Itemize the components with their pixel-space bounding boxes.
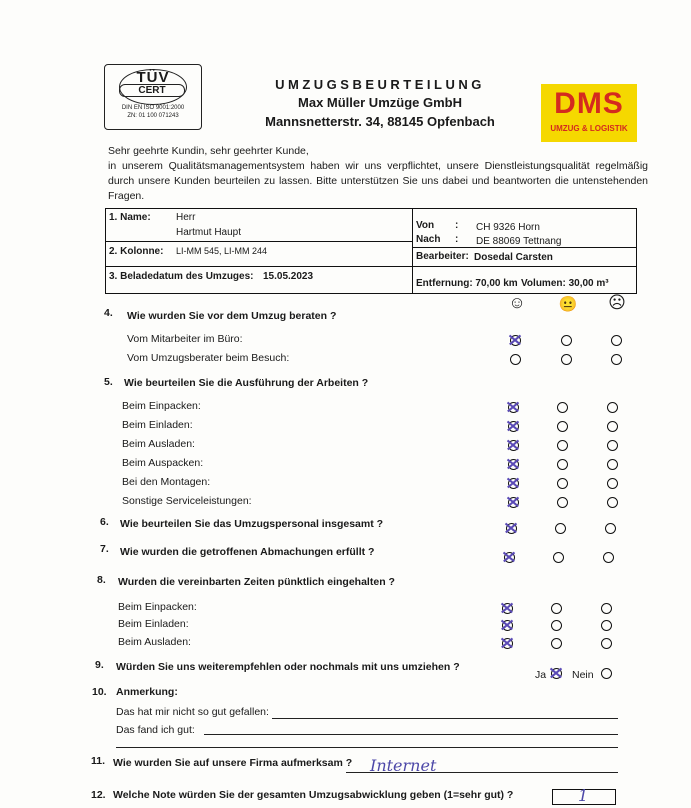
divider xyxy=(105,241,413,242)
rating-radio-neutral[interactable] xyxy=(561,354,572,365)
cert-line2: ZN: 01 100 071243 xyxy=(127,113,179,119)
from-value: CH 9326 Horn xyxy=(476,222,540,233)
rating-row-label: Beim Ausladen: xyxy=(122,438,195,450)
q4-number: 4. xyxy=(104,307,113,319)
rating-radio-bad[interactable] xyxy=(607,421,618,432)
rating-row-label: Vom Umzugsberater beim Besuch: xyxy=(127,352,290,364)
rating-radio-good[interactable] xyxy=(502,603,513,614)
q11-text: Wie wurden Sie auf unsere Firma aufmerksam ? xyxy=(113,757,353,769)
smiley-bad-icon: ☹ xyxy=(608,293,626,312)
q9-no-label: Nein xyxy=(572,669,594,681)
rating-radio-good[interactable] xyxy=(504,552,515,563)
form-title: UMZUGSBEURTEILUNG xyxy=(275,77,485,92)
rating-radio-bad[interactable] xyxy=(611,335,622,346)
editor-label: Bearbeiter: xyxy=(416,251,469,262)
q4-text: Wie wurden Sie vor dem Umzug beraten ? xyxy=(127,310,337,322)
rating-radio-good[interactable] xyxy=(506,523,517,534)
rating-radio-neutral[interactable] xyxy=(557,497,568,508)
q12-text: Welche Note würden Sie der gesamten Umzugsabwicklung geben (1=sehr gut) ? xyxy=(113,789,514,801)
rating-radio-bad[interactable] xyxy=(601,603,612,614)
rating-radio-neutral[interactable] xyxy=(557,440,568,451)
rating-radio-good[interactable] xyxy=(502,638,513,649)
rating-radio-bad[interactable] xyxy=(611,354,622,365)
rating-row-label: Beim Einpacken: xyxy=(122,400,201,412)
rating-radio-good[interactable] xyxy=(508,421,519,432)
q8-text: Wurden die vereinbarten Zeiten pünktlich eingehalten ? xyxy=(118,576,395,588)
rating-radio-bad[interactable] xyxy=(603,552,614,563)
rating-radio-good[interactable] xyxy=(508,402,519,413)
rating-radio-bad[interactable] xyxy=(601,620,612,631)
q11-answer: Internet xyxy=(370,756,437,775)
rating-row-label: Beim Ausladen: xyxy=(118,636,191,648)
from-colon: : xyxy=(455,220,459,231)
customer-name: Hartmut Haupt xyxy=(176,227,242,238)
rating-radio-bad[interactable] xyxy=(605,523,616,534)
rating-radio-bad[interactable] xyxy=(607,459,618,470)
divider xyxy=(412,208,413,294)
q10-like-label: Das fand ich gut: xyxy=(116,724,195,736)
q7-number: 7. xyxy=(100,543,109,555)
q9-no-radio[interactable] xyxy=(601,668,612,679)
rating-row-label: Beim Auspacken: xyxy=(122,457,204,469)
dms-logo xyxy=(541,84,637,142)
smiley-neutral-icon: 😐 xyxy=(558,296,578,313)
q12-answer: 1 xyxy=(578,786,589,805)
to-value: DE 88069 Tettnang xyxy=(476,236,562,247)
rating-radio-good[interactable] xyxy=(502,620,513,631)
rating-row-label: Bei den Montagen: xyxy=(122,476,211,488)
q10-number: 10. xyxy=(92,686,107,698)
rating-radio-good[interactable] xyxy=(508,440,519,451)
salutation: Herr xyxy=(176,212,196,223)
q9-text: Würden Sie uns weiterempfehlen oder nochmals mit uns umziehen ? xyxy=(116,661,460,673)
rating-radio-good[interactable] xyxy=(508,459,519,470)
dms-logo-text: DMS xyxy=(554,87,624,120)
rating-row-label: Beim Einpacken: xyxy=(118,601,197,613)
q9-number: 9. xyxy=(95,659,104,671)
company-name: Max Müller Umzüge GmbH xyxy=(298,95,462,110)
rating-row-label: Sonstige Serviceleistungen: xyxy=(122,495,252,507)
rating-row-label: Beim Einladen: xyxy=(118,618,189,630)
kolonne-label: 2. Kolonne: xyxy=(109,246,164,257)
rating-radio-neutral[interactable] xyxy=(553,552,564,563)
q10-text: Anmerkung: xyxy=(116,686,178,698)
greeting: Sehr geehrte Kundin, sehr geehrter Kunde, xyxy=(108,145,309,157)
q8-number: 8. xyxy=(97,574,106,586)
rating-radio-neutral[interactable] xyxy=(555,523,566,534)
q5-number: 5. xyxy=(104,376,113,388)
cert-label: CERT xyxy=(119,84,185,97)
q9-yes-radio[interactable] xyxy=(551,668,562,679)
kolonne-value: LI-MM 545, LI-MM 244 xyxy=(176,246,268,256)
rating-radio-good[interactable] xyxy=(508,497,519,508)
q12-number: 12. xyxy=(91,789,106,801)
divider xyxy=(412,247,637,248)
q10-extra-line[interactable] xyxy=(116,747,618,748)
rating-radio-neutral[interactable] xyxy=(551,603,562,614)
rating-radio-neutral[interactable] xyxy=(551,638,562,649)
tuv-cert-logo xyxy=(104,64,202,130)
rating-radio-bad[interactable] xyxy=(607,478,618,489)
rating-radio-good[interactable] xyxy=(508,478,519,489)
rating-radio-neutral[interactable] xyxy=(557,459,568,470)
to-label: Nach xyxy=(416,234,441,245)
rating-radio-bad[interactable] xyxy=(607,402,618,413)
distance: Entfernung: 70,00 km xyxy=(416,278,518,289)
rating-radio-good[interactable] xyxy=(510,354,521,365)
dms-logo-tagline: UMZUG & LOGISTIK xyxy=(550,124,628,133)
q7-text: Wie wurden die getroffenen Abmachungen erfüllt ? xyxy=(120,546,375,558)
rating-radio-bad[interactable] xyxy=(607,440,618,451)
q6-text: Wie beurteilen Sie das Umzugspersonal insgesamt ? xyxy=(120,518,384,530)
from-label: Von xyxy=(416,220,435,231)
q10-like-line[interactable] xyxy=(204,734,618,735)
rating-radio-neutral[interactable] xyxy=(557,402,568,413)
date-label: 3. Beladedatum des Umzuges: xyxy=(109,271,254,282)
rating-radio-neutral[interactable] xyxy=(557,421,568,432)
rating-radio-neutral[interactable] xyxy=(557,478,568,489)
rating-radio-neutral[interactable] xyxy=(551,620,562,631)
date-value: 15.05.2023 xyxy=(263,271,314,282)
divider xyxy=(105,266,637,267)
rating-radio-bad[interactable] xyxy=(607,497,618,508)
cert-brand: TÜV xyxy=(136,69,170,86)
name-label: 1. Name: xyxy=(109,212,151,223)
q10-dislike-line[interactable] xyxy=(272,718,618,719)
smiley-good-icon: ☺ xyxy=(508,293,526,312)
rating-radio-bad[interactable] xyxy=(601,638,612,649)
q5-text: Wie beurteilen Sie die Ausführung der Arbeiten ? xyxy=(124,377,369,389)
q10-dislike-label: Das hat mir nicht so gut gefallen: xyxy=(116,706,269,718)
rating-row-label: Vom Mitarbeiter im Büro: xyxy=(127,333,243,345)
company-address: Mannsnetterstr. 34, 88145 Opfenbach xyxy=(265,114,495,129)
intro-text: in unserem Qualitätsmanagementsystem haben wir uns verpflichtet, unsere Dienstleistungsqualität regelmäßig durch unsere Kunden beurteilen zu lassen. Bitte unterstützen Sie uns dabei und beantworten die untenstehenden Fragen. xyxy=(108,160,648,202)
editor-value: Dosedal Carsten xyxy=(474,252,553,263)
q11-number: 11. xyxy=(91,755,106,767)
cert-line1: DIN EN ISO 9001:2000 xyxy=(121,105,185,111)
q9-yes-label: Ja xyxy=(535,669,547,681)
q6-number: 6. xyxy=(100,516,109,528)
rating-radio-neutral[interactable] xyxy=(561,335,572,346)
rating-row-label: Beim Einladen: xyxy=(122,419,193,431)
volume: Volumen: 30,00 m³ xyxy=(521,278,609,289)
rating-radio-good[interactable] xyxy=(510,335,521,346)
to-colon: : xyxy=(455,234,459,245)
